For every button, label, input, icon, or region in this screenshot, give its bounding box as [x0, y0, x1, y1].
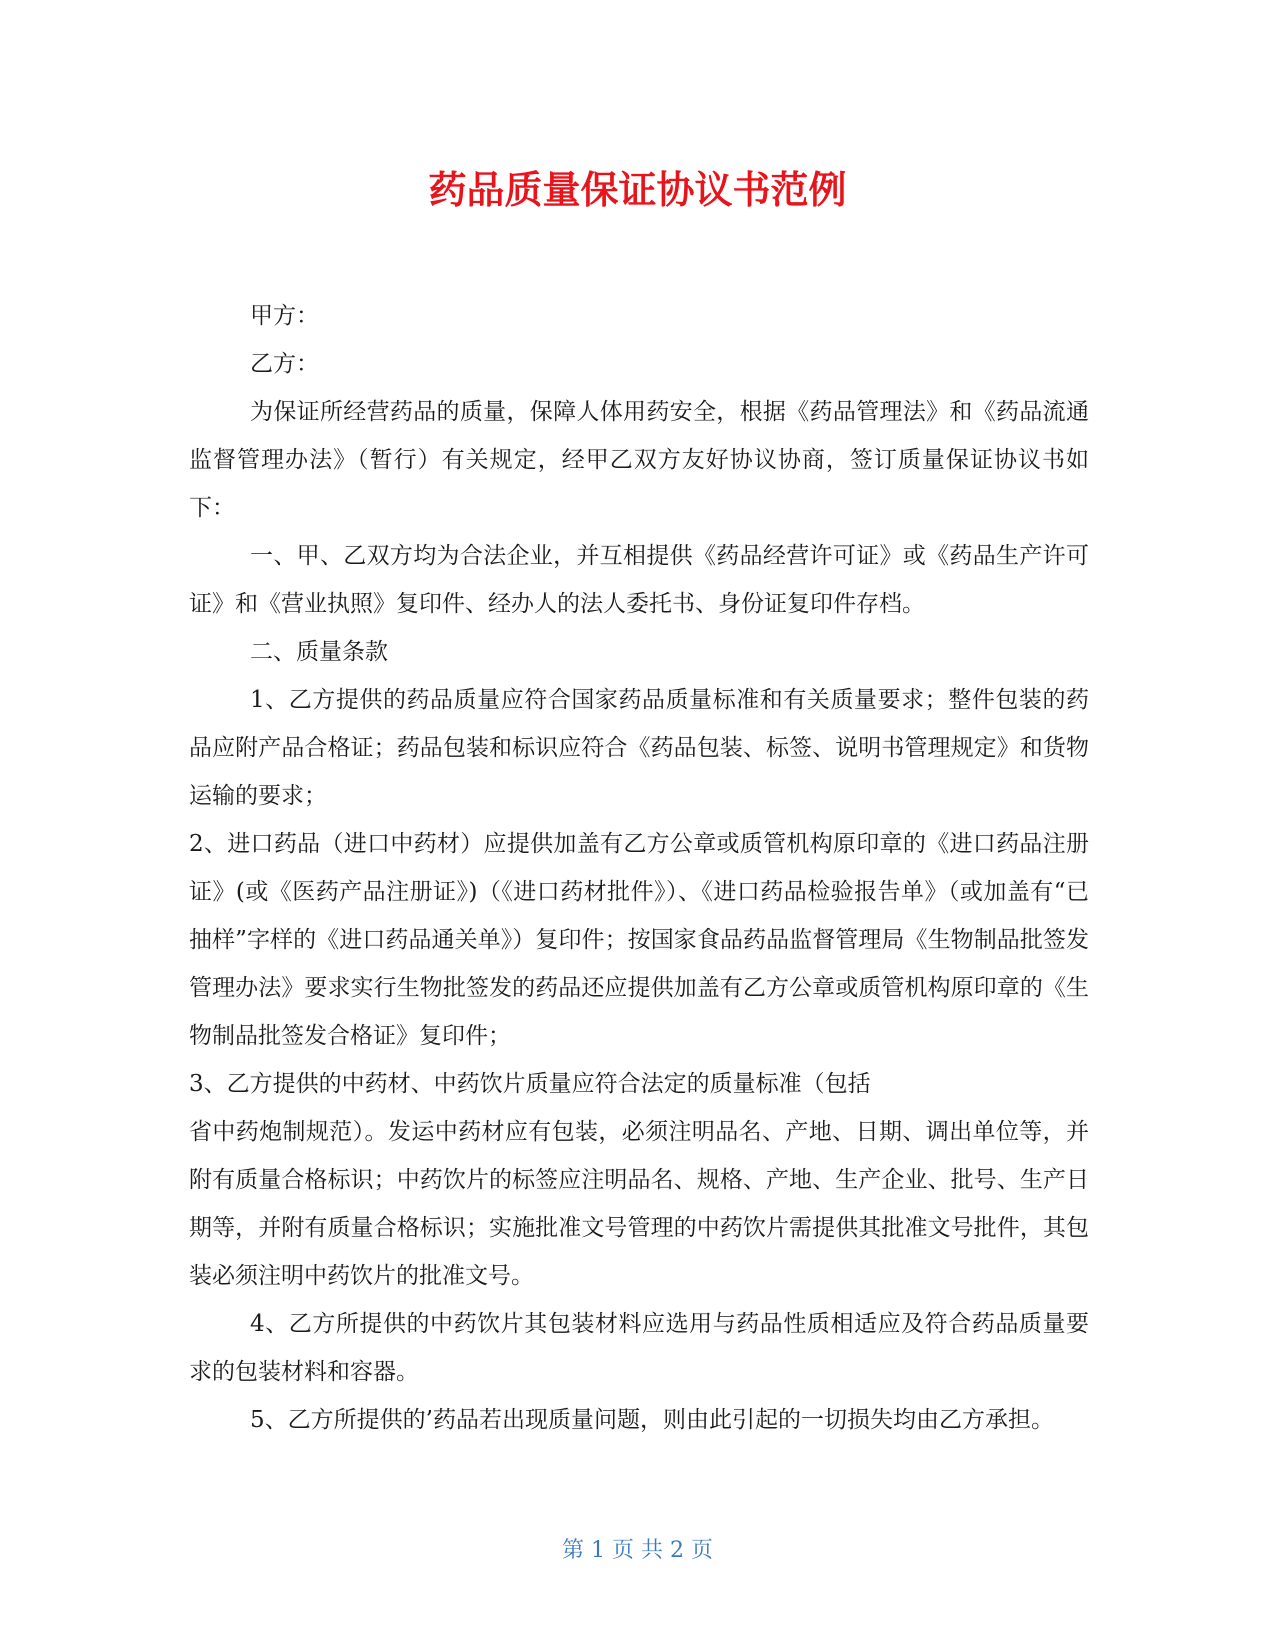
- quality-item-5: 5、乙方所提供的’药品若出现质量问题，则由此引起的一切损失均由乙方承担。: [250, 1407, 1054, 1433]
- quality-item-3-first-line: 3、乙方提供的中药材、中药饮片质量应符合法定的质量标准（包括: [189, 1071, 871, 1097]
- quality-item-3: [189, 1060, 1089, 1300]
- clause-1-paragraph: 一、甲、乙双方均为合法企业，并互相提供《药品经营许可证》或《药品生产许可证》和《营业执照》复印件、经办人的法人委托书、身份证复印件存档。: [189, 543, 1089, 617]
- document-title: 药品质量保证协议书范例: [428, 168, 847, 212]
- page-indicator: 第 1 页 共 2 页: [562, 1538, 713, 1563]
- quality-item-1: 1、乙方提供的药品质量应符合国家药品质量标准和有关质量要求；整件包装的药品应附产品合格证；药品包装和标识应符合《药品包装、标签、说明书管理规定》和货物运输的要求；: [189, 687, 1089, 809]
- quality-item-2: 2、进口药品（进口中药材）应提供加盖有乙方公章或质管机构原印章的《进口药品注册证》(或《医药产品注册证》)（《进口药材批件》）、《进口药品检验报告单》（或加盖有“已抽样”字样的《进口药品通关单》）复印件；按国家食品药品监督管理局《生物制品批签发管理办法》要求实行生物批签发的药品还应提供加盖有乙方公章或质管机构原印章的《生物制品批签发合格证》复印件；: [189, 831, 1089, 1049]
- party-a-line: 甲方：: [250, 303, 319, 329]
- quality-item-3-rest: 省中药炮制规范）。发运中药材应有包装，必须注明品名、产地、日期、调出单位等，并附有质量合格标识；中药饮片的标签应注明品名、规格、产地、生产企业、批号、生产日期等，并附有质量合格标识；实施批准文号管理的中药饮片需提供其批准文号批件，其包装必须注明中药饮片的批准文号。: [189, 1119, 1089, 1289]
- clause-2-heading: 二、质量条款: [250, 639, 388, 665]
- document-body: [189, 292, 1089, 1444]
- party-b-line: 乙方：: [250, 351, 319, 377]
- quality-item-4: 4、乙方所提供的中药饮片其包装材料应选用与药品性质相适应及符合药品质量要求的包装材料和容器。: [189, 1311, 1089, 1385]
- intro-paragraph: 为保证所经营药品的质量，保障人体用药安全，根据《药品管理法》和《药品流通监督管理办法》（暂行）有关规定，经甲乙双方友好协议协商，签订质量保证协议书如下：: [189, 399, 1089, 521]
